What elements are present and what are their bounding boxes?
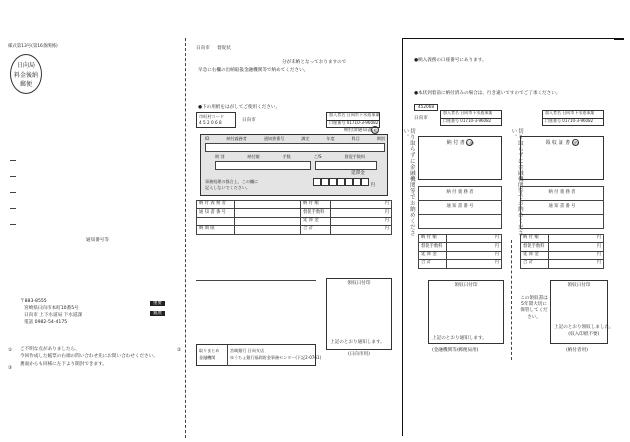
payee-label2: 口座番号 [329, 120, 346, 125]
sender-postal: 〒883-8555 [20, 299, 47, 304]
vertical-note1: 切り取らずに金融機関等でお納めください。 [402, 128, 415, 236]
card1-payee-label1: 加入者名 [443, 110, 459, 115]
divider [196, 280, 316, 281]
notice-recipient-name: 日向市 [196, 46, 210, 51]
card1-amount-yen: 円 [447, 251, 502, 259]
entry-row2-fee-field [315, 161, 377, 170]
amount-row-yen: 円 [331, 226, 392, 234]
card1-amount-yen: 円 [447, 235, 502, 243]
card2-payee-label2: 口座番号 [545, 118, 561, 123]
table-row [419, 251, 502, 259]
tick-mark [10, 176, 16, 177]
amount-row-label: 納 付 額 [301, 201, 331, 209]
row1-label-notice: 通知書番号 [263, 136, 285, 141]
card1-title: 納 付 書 [446, 140, 465, 146]
card2-payee-label1: 加入者名 [545, 110, 561, 115]
machine-note2: 記入しないでください。 [205, 185, 251, 191]
org-code-value: 4 5 2 0 6 8 [199, 119, 222, 125]
card1-amount-label: 納 付 額 [419, 235, 447, 243]
card1-receipt-box [428, 280, 504, 344]
city-stamp: (日向市用) [348, 352, 370, 357]
table-row [197, 217, 392, 225]
digit-box [345, 178, 353, 186]
amount-row-value [235, 226, 301, 234]
table-row [419, 243, 502, 251]
card1-info-blank [419, 215, 502, 229]
row1-label-item: 科目 [351, 136, 360, 141]
payee-box [326, 112, 380, 128]
amount-row-label: 納 付 義 務 者 [197, 201, 235, 209]
right-note-top: ●納入義務の口座番号にあります。 [414, 58, 487, 63]
deadline-label: 延滞金 [351, 171, 365, 176]
table-row [521, 260, 604, 268]
machine-note [205, 179, 258, 191]
table-row [521, 235, 604, 243]
vertical-note2: 切り取らずに金融機関等でお納めください。 [510, 128, 523, 236]
row1-label-year: 年度 [326, 136, 335, 141]
tick-mark [10, 224, 16, 225]
table-row [521, 251, 604, 259]
amount-row-yen: 円 [331, 201, 392, 209]
card1-amount-label: 合 計 [419, 260, 447, 268]
stamp-line1: 日向局 [16, 62, 35, 69]
card2-amount-table [520, 234, 604, 269]
card2-receipt-text: 上記のとおり領収しました。 [554, 325, 614, 331]
right-code: 452068 [414, 104, 438, 111]
table-row [419, 215, 502, 229]
card1-payee [440, 110, 502, 126]
amount-table [196, 200, 392, 235]
card2-receipt-box [550, 280, 614, 344]
table-row [521, 243, 604, 251]
card1-amount-label: 延 滞 金 [419, 251, 447, 259]
card1-payee-value1: 日向市下水道事業 [460, 110, 493, 115]
card2-receipt [520, 136, 604, 180]
note1-line2: 今回作成した帳票の右端の問い合わせ先にお問い合わせください。 [20, 354, 158, 360]
entry-row2-field [215, 161, 311, 170]
row2-label-cs: ご/S [313, 154, 322, 159]
entry-row1-field [205, 143, 385, 152]
center-intro: ●下の用紙をはがしてご使用ください。 [198, 105, 281, 110]
table-row [521, 215, 604, 229]
badge-confidential: 親展 [150, 311, 165, 316]
table-row [197, 226, 392, 234]
amount-row-label: 納 期 限 [197, 226, 235, 234]
notice-line2: 早急に右欄の出納取扱金融機関等で納めてください。 [198, 68, 309, 73]
payee-label1: 加入者名 [329, 112, 346, 117]
perforation-line [511, 240, 512, 360]
table-row [197, 209, 392, 217]
sender-phone: 電話 0982-54-4175 [24, 320, 68, 326]
amount-row-yen: 円 [331, 209, 392, 217]
card1-payment-form [418, 136, 502, 180]
bank-note: 上記のとおり通知します。 [432, 336, 487, 341]
inquiry-divider [227, 345, 228, 366]
sender-address1: 宮崎県日向市本町10番5号 [24, 306, 79, 312]
table-row [521, 187, 604, 201]
receipt-box [326, 278, 392, 350]
stamp-line2: 料金後納 [13, 71, 38, 79]
card2-info-label: 通 知 書 番 号 [521, 201, 604, 215]
amount-row-label: 延 滞 金 [301, 217, 331, 225]
entry-yen: 円 [370, 183, 376, 188]
caption-bank: (金融機関等/郵便局用) [432, 348, 479, 353]
inquiry-value1: 宮崎銀行 日向支店 [230, 348, 265, 353]
card2-amount-label: 合 計 [521, 260, 549, 268]
sender-block [20, 298, 82, 326]
side-note: この領収書は5年間大切に保管してください。 [520, 296, 548, 320]
amount-row-yen: 円 [331, 217, 392, 225]
table-row [419, 201, 502, 215]
code-circle: (総) [372, 128, 379, 133]
row1-label-assess: 調定 [301, 136, 310, 141]
card2-payee [542, 110, 604, 126]
digit-box [321, 178, 329, 186]
digit-box [337, 178, 345, 186]
amount-row-label: 合 計 [301, 226, 331, 234]
center-city: 日向市 [242, 118, 256, 123]
amount-row-value [235, 217, 301, 225]
tick-mark [10, 208, 16, 209]
amount-row-value [235, 201, 301, 209]
digit-box [329, 178, 337, 186]
digit-box [313, 178, 321, 186]
card1-amount-yen: 円 [447, 260, 502, 268]
receipt-note: 上記のとおり通知します。 [330, 339, 385, 345]
card2-circle: (納) [572, 141, 580, 145]
note1-mark: ① [8, 348, 13, 353]
amount-row-label [197, 217, 235, 225]
stamp-line3: 郵便 [19, 81, 32, 89]
badge-important: 重要 [150, 301, 165, 306]
payee-value1: 日向市下水道事業 [346, 112, 380, 117]
note1-line3: 裏面からも同様に左下より開封できます。 [20, 361, 107, 367]
digit-box [353, 178, 361, 186]
table-row [419, 235, 502, 243]
inquiry-label1: 取りまとめ [199, 348, 220, 353]
card1-circle: (金) [467, 141, 474, 145]
card2-amount-yen: 円 [549, 235, 604, 243]
notice-line1: 分が未納となっておりますので [282, 60, 347, 65]
table-row [521, 201, 604, 215]
card2-amount-label: 督促手数料 [521, 243, 549, 251]
card1-amount-label: 督促手数料 [419, 243, 447, 251]
card2-amount-label: 納 付 額 [521, 235, 549, 243]
entry-block [200, 134, 388, 196]
row2-label-period: 期 別 [215, 154, 225, 159]
card1-info-label: 納 付 義 務 者 [419, 187, 502, 201]
inquiry-label2: 金融機関 [199, 354, 216, 360]
card1-amount-table [418, 234, 502, 269]
table-row [419, 260, 502, 268]
receipt-label: 領収日付印 [347, 281, 371, 286]
payee-value2: 01710-3-96082 [346, 120, 379, 125]
card1-payee-label2: 口座番号 [443, 118, 459, 123]
note3-mark: ③ [8, 366, 13, 371]
entry-row1-labels [205, 137, 385, 142]
card2-receipt-sub: (収入印紙不要) [568, 332, 600, 338]
inquiry-box [196, 344, 322, 366]
card2-receipt-label: 領収日付印 [567, 283, 591, 288]
note2-mark: ② [177, 348, 182, 353]
card2-amount-yen: 円 [549, 243, 604, 251]
tick-mark [10, 160, 16, 161]
card2-amount-yen: 円 [549, 260, 604, 268]
org-code-box [196, 112, 236, 128]
machine-note1: 事務処理の都合上、この欄に [205, 179, 259, 184]
row1-label-period: 期別 [376, 136, 385, 141]
fold-line [185, 38, 186, 438]
card1-receipt-label: 領収日付印 [454, 283, 478, 288]
digit-boxes [313, 178, 375, 188]
card2-title: 領 収 証 書 [545, 140, 571, 146]
row2-label-fee: 手数 [282, 154, 291, 159]
card2-amount-label: 延 滞 金 [521, 251, 549, 259]
card1-amount-yen: 円 [447, 243, 502, 251]
card1-title-row [419, 137, 501, 147]
notice-recipient [196, 46, 231, 51]
card2-title-row [521, 137, 603, 147]
form-number: 様式第13号(第16条関係) [8, 44, 58, 49]
inquiry-labels [199, 348, 219, 361]
card1-info-table [418, 186, 502, 229]
recipient-number-label: 通知番号等 [86, 238, 109, 243]
card2-payee-value2: 01710-3-96082 [562, 118, 594, 123]
right-city: 日向市 [414, 116, 428, 121]
caption-payer: (納付者用) [566, 348, 588, 353]
row1-label-id: ID [205, 136, 210, 141]
card2-info-table [520, 186, 604, 229]
inquiry-values [230, 348, 321, 361]
sender-address2: 日向市 上下水道局 下水道課 [24, 313, 83, 319]
row2-label-dunning: 督促手数料 [344, 154, 365, 159]
card2-info-label: 納 付 義 務 者 [521, 187, 604, 201]
card2-info-blank [521, 215, 604, 229]
note1 [20, 346, 158, 368]
code-head: 納付済通知書 [344, 128, 372, 133]
tick-mark [10, 192, 16, 193]
amount-row-label: 督促手数料 [301, 209, 331, 217]
card2-amount-yen: 円 [549, 251, 604, 259]
note1-line1: ご不明な点がありましたら、 [20, 347, 80, 352]
card2-receipt-text-block [554, 325, 614, 339]
digit-box [361, 178, 369, 186]
card1-payee-value2: 01710-3-96082 [460, 118, 492, 123]
card2-payee-value1: 日向市下水道事業 [562, 110, 595, 115]
right-note-second: ●本状到着前に納付済みの場合は、行き違いですのでご了承ください。 [414, 91, 561, 96]
row2-label-amount: 納付額 [247, 154, 260, 159]
frame-corner [614, 38, 624, 40]
notice-salutation: 督促状 [217, 46, 231, 51]
amount-row-label: 通 知 書 番 号 [197, 209, 235, 217]
org-code-label: 市町村コード [199, 114, 225, 119]
card1-info-label: 通 知 書 番 号 [419, 201, 502, 215]
table-row [419, 187, 502, 201]
postage-stamp [10, 54, 42, 94]
entry-row2-labels [215, 155, 365, 160]
inquiry-value2: ゆうちょ銀行福岡貯金事務センター(下記2-0761) [230, 354, 322, 360]
row1-label-payer: 納付義務者 [226, 136, 247, 141]
table-row [197, 201, 392, 209]
amount-row-value [235, 209, 301, 217]
